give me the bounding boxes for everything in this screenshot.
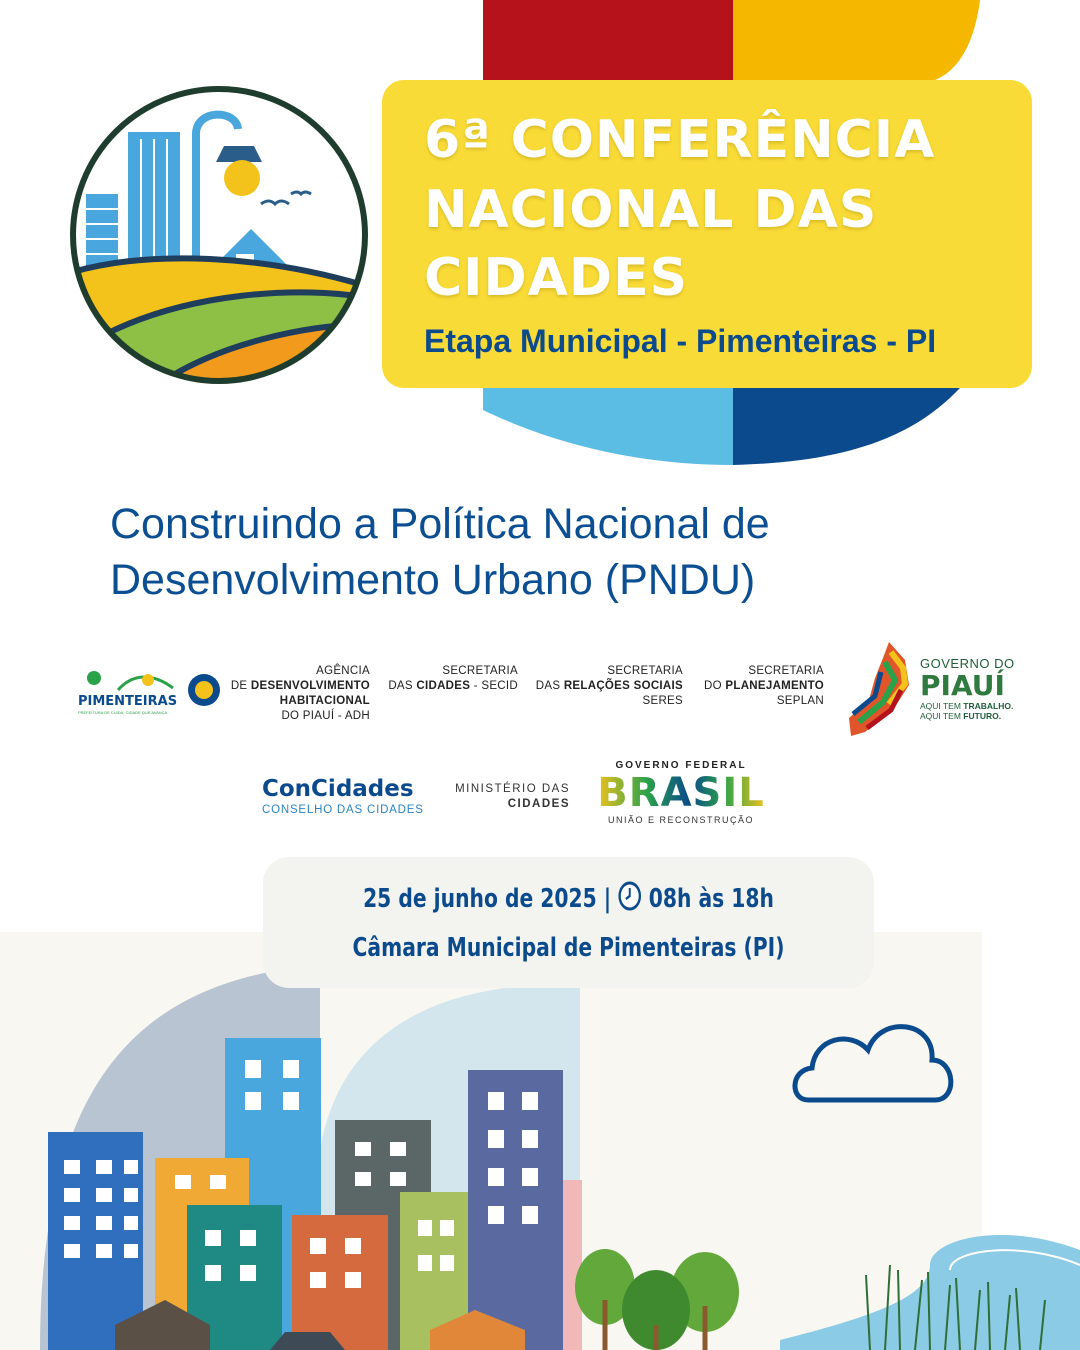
pimenteiras-tagline: PREFEITURA DE CUIDA, CIDADE QUE AVANÇA <box>78 710 168 715</box>
title-line-3: CIDADES <box>424 248 689 308</box>
event-time: 08h às 18h <box>648 884 774 914</box>
secid-label: SECRETARIA DAS CIDADES - SECID <box>388 665 518 692</box>
clock-icon <box>618 881 641 918</box>
governo-federal-logo: GOVERNO FEDERAL BRASIL UNIÃO E RECONSTRUÇÃO <box>597 760 765 825</box>
ministerio-label: MINISTÉRIO DAS CIDADES <box>455 783 570 810</box>
title-line-2: NACIONAL DAS <box>424 180 878 240</box>
event-venue: Câmara Municipal de Pimenteiras (PI) <box>352 933 785 963</box>
adh-label: AGÊNCIA DE DESENVOLVIMENTO HABITACIONAL DO PIAUÍ - ADH <box>230 665 370 722</box>
separator: | <box>603 884 612 914</box>
theme-line-1: Construindo a Política Nacional de <box>110 500 770 548</box>
theme-line-2: Desenvolvimento Urbano (PNDU) <box>110 556 756 604</box>
title-card <box>382 80 1032 388</box>
concidades-logo: ConCidades CONSELHO DAS CIDADES <box>262 776 424 816</box>
piaui-wordmark: GOVERNO DO PIAUÍ AQUI TEM TRABALHO. AQUI TEM FUTURO. <box>920 656 1015 721</box>
pimenteiras-name: PIMENTEIRAS <box>78 694 178 709</box>
piaui-map-icon <box>845 640 917 740</box>
conference-logo <box>66 84 376 386</box>
seplan-label: SECRETARIA DO PLANEJAMENTO SEPLAN <box>704 665 824 707</box>
stage-subtitle: Etapa Municipal - Pimenteiras - PI <box>424 323 937 359</box>
title-line-1: 6ª CONFERÊNCIA <box>424 110 936 170</box>
pimenteiras-logo <box>78 668 223 718</box>
event-date: 25 de junho de 2025 <box>363 884 597 914</box>
event-date-time <box>330 881 807 918</box>
seres-label: SECRETARIA DAS RELAÇÕES SOCIAIS SERES <box>535 665 683 707</box>
event-info-card <box>263 857 874 988</box>
